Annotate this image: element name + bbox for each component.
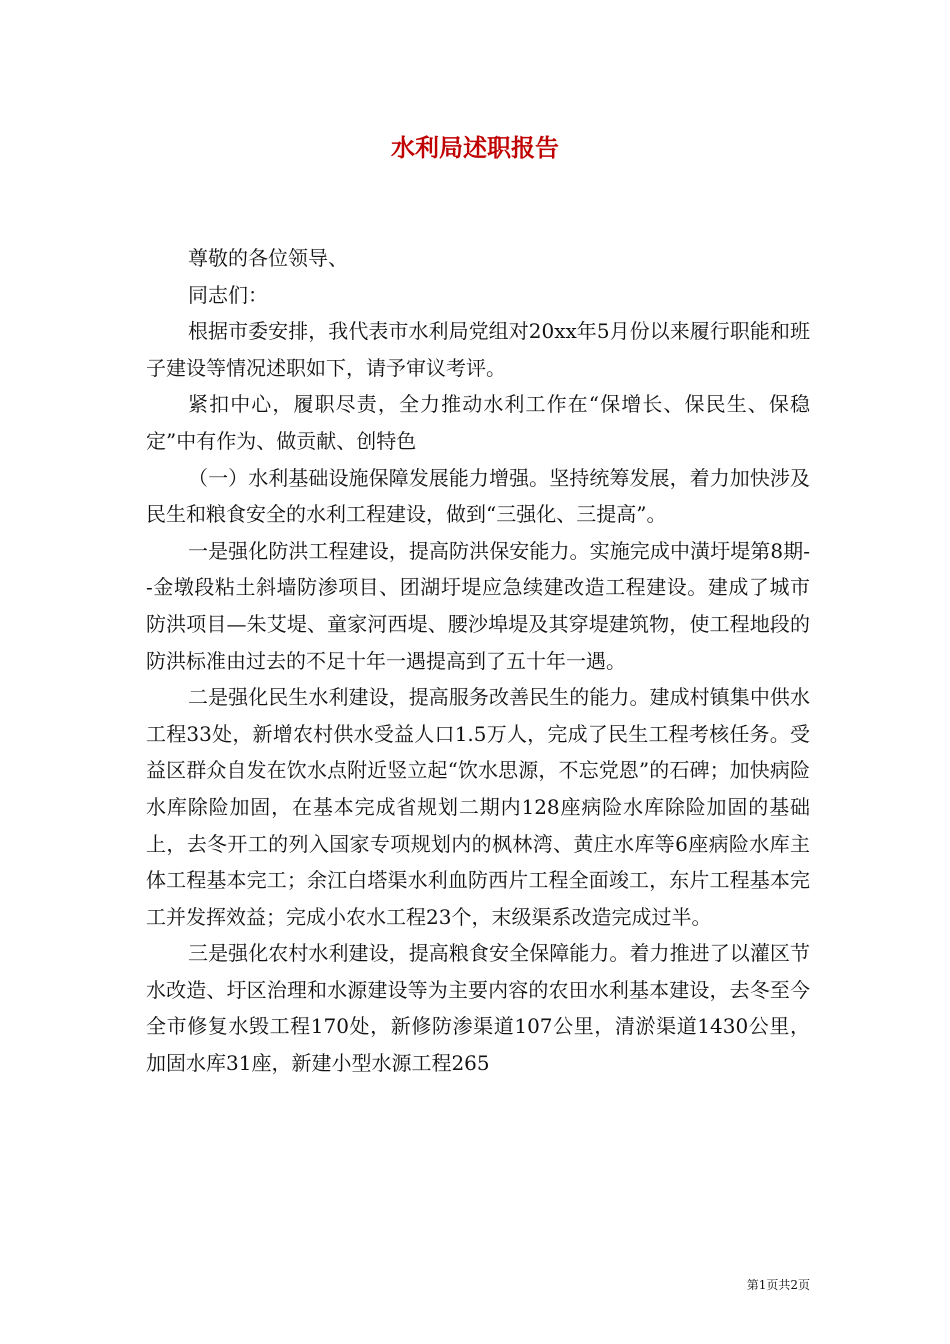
document-title: 水利局述职报告 [391,134,559,162]
section-heading-paragraph: 紧扣中心，履职尽责，全力推动水利工作在“保增长、保民生、保稳定”中有作为、做贡献、创特色 [146,392,810,453]
intro-paragraph: 根据市委安排，我代表市水利局党组对20xx年5月份以来履行职能和班子建设等情况述职如下，请予审议考评。 [146,319,810,380]
livelihood-water-paragraph: 二是强化民生水利建设，提高服务改善民生的能力。建成村镇集中供水工程33处，新增农村供水受益人口1.5万人，完成了民生工程考核任务。受益区群众自发在饮水点附近竖立起“饮水思源，不忘党恩”的石碑；加快病险水库除险加固，在基本完成省规划二期内128座病险水库除险加固的基础上，去冬开工的列入国家专项规划内的枫林湾、黄庄水库等6座病险水库主体工程基本完工；余江白塔渠水利血防西片工程全面竣工，东片工程基本完工并发挥效益；完成小农水工程23个，末级渠系改造完成过半。 [146,685,810,929]
rural-water-paragraph: 三是强化农村水利建设，提高粮食安全保障能力。着力推进了以灌区节水改造、圩区治理和水源建设等为主要内容的农田水利基本建设，去冬至今全市修复水毁工程170处，新修防渗渠道107公里，清淤渠道1430公里，加固水库31座，新建小型水源工程265 [146,941,810,1076]
salutation-line-2: 同志们： [188,282,268,307]
salutation-line-1: 尊敬的各位领导、 [188,246,348,270]
subsection-one-paragraph: （一）水利基础设施保障发展能力增强。坚持统筹发展，着力加快涉及民生和粮食安全的水利工程建设，做到“三强化、三提高”。 [146,465,810,527]
flood-control-paragraph: 一是强化防洪工程建设，提高防洪保安能力。实施完成中潢圩堤第8期--金墩段粘土斜墙防渗项目、团湖圩堤应急续建改造工程建设。建成了城市防洪项目—朱艾堤、童家河西堤、腰沙埠堤及其穿堤建筑物，使工程地段的防洪标准由过去的不足十年一遇提高到了五十年一遇。 [146,538,810,673]
page-number-footer: 第1页共2页 [746,1278,810,1292]
document-body [146,240,810,1082]
